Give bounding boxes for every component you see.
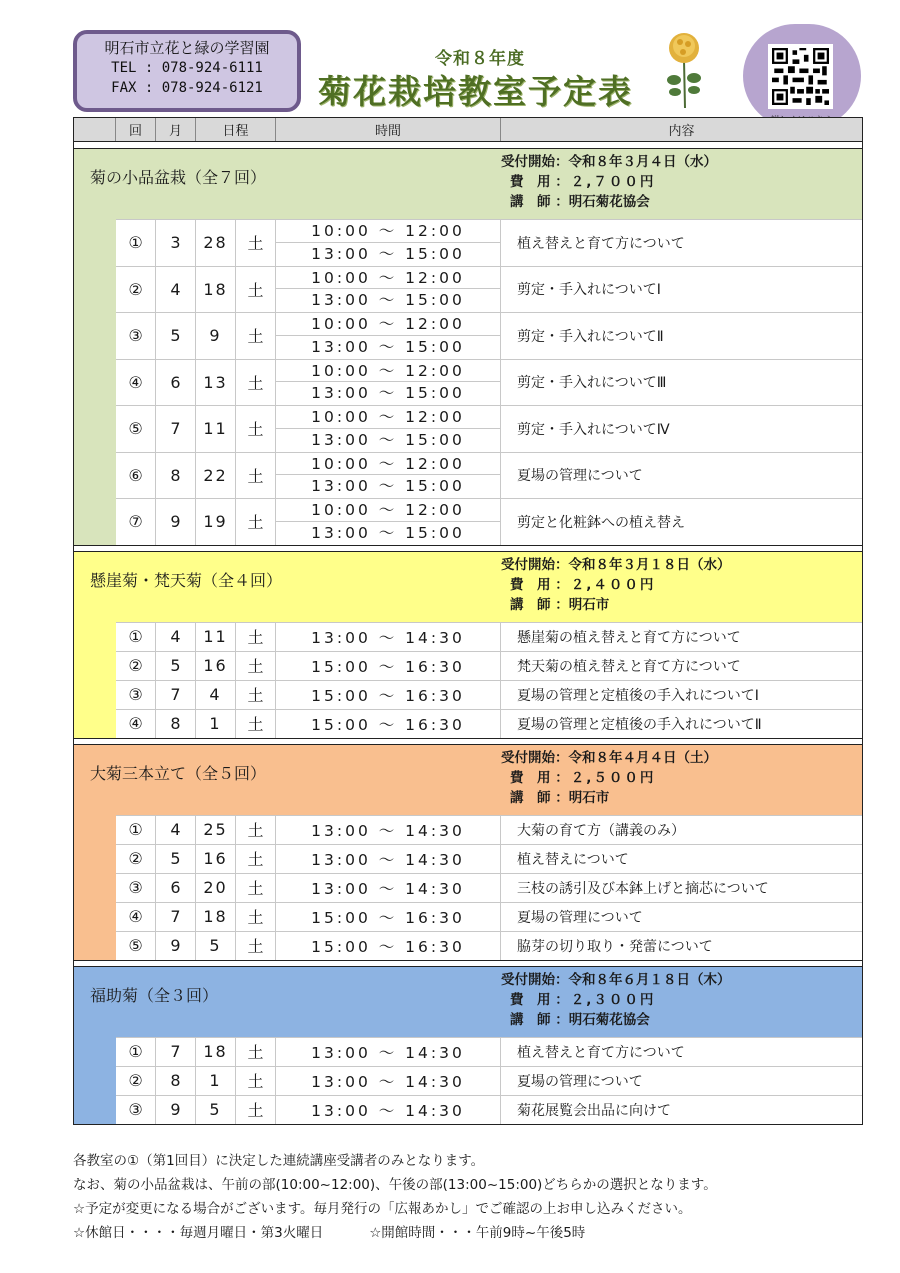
session-content: 夏場の管理について <box>517 909 643 926</box>
session-time: 13:00 ～ 14:30 <box>276 1096 501 1124</box>
table-row <box>116 1066 862 1095</box>
session-times <box>276 499 501 545</box>
header-content: 内容 <box>668 124 695 139</box>
note-line-4 <box>73 1221 717 1245</box>
time-am: 10:00 ～ 12:00 <box>276 453 500 476</box>
session-day: 1 <box>196 1067 236 1095</box>
time-pm: 13:00 ～ 15:00 <box>311 244 465 263</box>
session-rows <box>116 622 862 738</box>
session-content: 剪定・手入れについてⅢ <box>517 375 667 392</box>
session-times <box>276 267 501 313</box>
session-time: 15:00 ～ 16:30 <box>276 903 501 931</box>
session-day: 20 <box>196 874 236 902</box>
fee-label: 費 用 <box>510 769 551 786</box>
session-number: ③ <box>116 1096 156 1124</box>
fee-value: ：２,３００円 <box>555 991 656 1008</box>
session-number: ⑥ <box>116 453 156 499</box>
section-large-chrysanthemum <box>74 745 862 960</box>
session-number: ⑤ <box>116 932 156 960</box>
session-weekday: 土 <box>236 453 276 499</box>
table-row <box>116 622 862 651</box>
session-number: ② <box>116 652 156 680</box>
session-number: ① <box>116 1038 156 1066</box>
session-month: 8 <box>156 453 196 499</box>
header-session: 回 <box>116 118 156 141</box>
session-month: 7 <box>156 681 196 709</box>
section-title: 懸崖菊・梵天菊（全４回） <box>90 570 283 590</box>
section-title: 菊の小品盆栽（全７回） <box>90 168 267 187</box>
session-number: ③ <box>116 681 156 709</box>
session-month: 4 <box>156 816 196 844</box>
session-weekday: 土 <box>236 932 276 960</box>
session-month: 5 <box>156 652 196 680</box>
table-row <box>116 680 862 709</box>
session-month: 8 <box>156 1067 196 1095</box>
session-number: ② <box>116 267 156 313</box>
session-day: 18 <box>196 1038 236 1066</box>
session-time: 15:00 ～ 16:30 <box>276 652 501 680</box>
time-pm: 13:00 ～ 15:00 <box>311 291 465 310</box>
session-rows <box>116 219 862 545</box>
chrysanthemum-icon <box>664 30 704 110</box>
reception-label: 受付開始 <box>501 971 555 988</box>
header-month: 月 <box>156 118 196 141</box>
session-content: 植え替えと育て方について <box>517 235 685 252</box>
section-header <box>74 552 862 622</box>
fiscal-year: 令和８年度 <box>435 49 525 69</box>
closed-days: ☆休館日・・・・毎週月曜日・第3火曜日 <box>73 1225 324 1241</box>
session-weekday: 土 <box>236 845 276 873</box>
section-info <box>501 748 717 808</box>
session-weekday: 土 <box>236 1038 276 1066</box>
session-weekday: 土 <box>236 652 276 680</box>
instructor-label: 講 師 <box>510 194 551 210</box>
spacer <box>74 738 862 745</box>
session-number: ② <box>116 1067 156 1095</box>
session-weekday: 土 <box>236 220 276 266</box>
table-row <box>116 1037 862 1066</box>
session-weekday: 土 <box>236 1067 276 1095</box>
session-day: 25 <box>196 816 236 844</box>
org-name: 明石市立花と緑の学習園 <box>104 39 270 57</box>
session-time: 13:00 ～ 14:30 <box>276 623 501 651</box>
session-content: 夏場の管理について <box>517 468 643 485</box>
table-row <box>116 709 862 738</box>
session-time: 13:00 ～ 14:30 <box>276 1067 501 1095</box>
session-content: 夏場の管理と定植後の手入れについてⅠ <box>517 687 759 704</box>
session-time: 13:00 ～ 14:30 <box>276 816 501 844</box>
session-weekday: 土 <box>236 874 276 902</box>
session-times <box>276 406 501 452</box>
fee-value: ：２,４００円 <box>555 576 656 593</box>
session-number: ⑤ <box>116 406 156 452</box>
instructor-label: 講 師 <box>510 596 551 613</box>
session-day: 13 <box>196 360 236 406</box>
fee-label: 費 用 <box>510 991 551 1008</box>
session-number: ③ <box>116 874 156 902</box>
session-day: 4 <box>196 681 236 709</box>
section-info <box>501 970 731 1030</box>
section-header <box>74 967 862 1037</box>
session-times <box>276 220 501 266</box>
session-number: ② <box>116 845 156 873</box>
session-number: ① <box>116 816 156 844</box>
opening-hours: ☆開館時間・・・午前9時~午後5時 <box>369 1225 586 1241</box>
session-day: 1 <box>196 710 236 738</box>
table-row <box>116 266 862 313</box>
note-line-1: 各教室の①（第1回目）に決定した連続講座受講者のみとなります。 <box>73 1153 485 1169</box>
section-info <box>501 152 717 212</box>
session-number: ④ <box>116 710 156 738</box>
session-weekday: 土 <box>236 406 276 452</box>
session-number: ⑦ <box>116 499 156 545</box>
session-month: 7 <box>156 1038 196 1066</box>
instructor-value: ：明石市 <box>555 789 610 806</box>
section-title: 大菊三本立て（全５回） <box>90 763 267 783</box>
session-times <box>276 313 501 359</box>
session-day: 28 <box>196 220 236 266</box>
table-row <box>116 312 862 359</box>
session-time: 13:00 ～ 14:30 <box>276 845 501 873</box>
session-weekday: 土 <box>236 623 276 651</box>
session-number: ④ <box>116 903 156 931</box>
qr-code-icon <box>772 48 829 105</box>
time-pm: 13:00 ～ 15:00 <box>311 384 465 403</box>
session-day: 19 <box>196 499 236 545</box>
table-row <box>116 931 862 960</box>
instructor-label: 講 師 <box>510 789 551 806</box>
session-month: 9 <box>156 499 196 545</box>
spacer <box>74 960 862 967</box>
reception-label: 受付開始 <box>501 556 555 573</box>
section-cascade <box>74 552 862 738</box>
time-pm: 13:00 ～ 15:00 <box>311 337 465 356</box>
session-time: 15:00 ～ 16:30 <box>276 710 501 738</box>
instructor-label: 講 師 <box>510 1011 551 1028</box>
session-content: 懸崖菊の植え替えと育て方について <box>517 629 741 646</box>
header-time: 時間 <box>276 118 501 141</box>
section-header <box>74 149 862 219</box>
session-day: 5 <box>196 932 236 960</box>
session-day: 11 <box>196 406 236 452</box>
section-small-bonsai <box>74 149 862 545</box>
session-content: 夏場の管理について <box>517 1073 643 1090</box>
session-day: 18 <box>196 903 236 931</box>
session-number: ③ <box>116 313 156 359</box>
session-content: 剪定・手入れについてⅡ <box>517 328 664 345</box>
instructor-value: ：明石菊花協会 <box>555 194 650 210</box>
session-month: 7 <box>156 406 196 452</box>
session-month: 3 <box>156 220 196 266</box>
session-rows <box>116 815 862 960</box>
table-row <box>116 498 862 545</box>
session-month: 5 <box>156 313 196 359</box>
session-month: 5 <box>156 845 196 873</box>
instructor-value: ：明石菊花協会 <box>555 1011 650 1028</box>
session-month: 4 <box>156 623 196 651</box>
session-content: 剪定・手入れについてⅠ <box>517 282 661 299</box>
session-content: 大菊の育て方（講義のみ） <box>517 822 685 839</box>
session-month: 9 <box>156 932 196 960</box>
section-header <box>74 745 862 815</box>
table-row <box>116 405 862 452</box>
time-am: 10:00 ～ 12:00 <box>276 267 500 290</box>
session-number: ① <box>116 220 156 266</box>
time-pm: 13:00 ～ 15:00 <box>311 477 465 496</box>
session-content: 夏場の管理と定植後の手入れについてⅡ <box>517 716 762 733</box>
session-weekday: 土 <box>236 681 276 709</box>
fee-value: ：２,７００円 <box>555 174 656 190</box>
notes <box>73 1149 717 1245</box>
session-times <box>276 360 501 406</box>
table-row <box>116 873 862 902</box>
table-row <box>116 902 862 931</box>
reception-label: 受付開始 <box>501 154 555 170</box>
table-row <box>116 1095 862 1124</box>
session-day: 16 <box>196 652 236 680</box>
session-month: 7 <box>156 903 196 931</box>
instructor-value: ：明石市 <box>555 596 610 613</box>
table-row <box>116 452 862 499</box>
session-month: 6 <box>156 360 196 406</box>
session-day: 22 <box>196 453 236 499</box>
header-blank <box>74 118 116 141</box>
session-weekday: 土 <box>236 1096 276 1124</box>
session-content: 三枝の誘引及び本鉢上げと摘芯について <box>517 880 769 897</box>
session-weekday: 土 <box>236 816 276 844</box>
time-am: 10:00 ～ 12:00 <box>276 499 500 522</box>
session-weekday: 土 <box>236 499 276 545</box>
time-am: 10:00 ～ 12:00 <box>276 360 500 383</box>
reception-label: 受付開始 <box>501 749 555 766</box>
session-content: 植え替えと育て方について <box>517 1044 685 1061</box>
table-row <box>116 219 862 266</box>
session-number: ④ <box>116 360 156 406</box>
session-day: 5 <box>196 1096 236 1124</box>
session-content: 梵天菊の植え替えと育て方について <box>517 658 741 675</box>
session-day: 9 <box>196 313 236 359</box>
table-row <box>116 844 862 873</box>
time-am: 10:00 ～ 12:00 <box>276 220 500 243</box>
note-line-3: ☆予定が変更になる場合がございます。毎月発行の「広報あかし」でご確認の上お申し込みください。 <box>73 1201 692 1217</box>
tel-number: TEL : 078-924-6111 <box>111 60 263 76</box>
reception-date: ：令和８年６月１８日（木） <box>555 971 731 988</box>
contact-box <box>73 30 301 112</box>
session-month: 8 <box>156 710 196 738</box>
session-rows <box>116 1037 862 1124</box>
table-row <box>116 651 862 680</box>
spacer <box>74 142 862 149</box>
session-time: 13:00 ～ 14:30 <box>276 874 501 902</box>
session-time: 15:00 ～ 16:30 <box>276 681 501 709</box>
reception-date: ：令和８年４月４日（土） <box>555 749 717 766</box>
session-number: ① <box>116 623 156 651</box>
session-times <box>276 453 501 499</box>
schedule-table <box>73 117 863 1125</box>
session-weekday: 土 <box>236 710 276 738</box>
session-month: 4 <box>156 267 196 313</box>
header-schedule: 日程 <box>196 118 276 141</box>
section-info <box>501 555 731 615</box>
session-day: 16 <box>196 845 236 873</box>
session-content: 菊花展覧会出品に向けて <box>517 1102 671 1119</box>
table-row <box>116 359 862 406</box>
fax-number: FAX : 078-924-6121 <box>111 80 263 96</box>
session-weekday: 土 <box>236 267 276 313</box>
session-month: 9 <box>156 1096 196 1124</box>
qr-code[interactable] <box>768 44 833 109</box>
fee-label: 費 用 <box>510 174 551 190</box>
table-header <box>74 118 862 142</box>
time-am: 10:00 ～ 12:00 <box>276 313 500 336</box>
session-content: 植え替えについて <box>517 851 629 868</box>
page-title: 菊花栽培教室予定表 <box>318 72 633 111</box>
session-weekday: 土 <box>236 360 276 406</box>
session-time: 13:00 ～ 14:30 <box>276 1038 501 1066</box>
session-month: 6 <box>156 874 196 902</box>
time-am: 10:00 ～ 12:00 <box>276 406 500 429</box>
session-day: 11 <box>196 623 236 651</box>
section-fukusuke <box>74 967 862 1124</box>
note-line-2: なお、菊の小品盆栽は、午前の部(10:00~12:00)、午後の部(13:00~15:00)どちらかの選択となります。 <box>73 1177 717 1193</box>
session-content: 剪定と化粧鉢への植え替え <box>517 514 685 531</box>
session-content: 剪定・手入れについてⅣ <box>517 421 670 438</box>
spacer <box>74 545 862 552</box>
reception-date: ：令和８年３月４日（水） <box>555 154 717 170</box>
reception-date: ：令和８年３月１８日（水） <box>555 556 731 573</box>
session-day: 18 <box>196 267 236 313</box>
time-pm: 13:00 ～ 15:00 <box>311 430 465 449</box>
session-content: 脇芽の切り取り・発蕾について <box>517 938 713 955</box>
session-time: 15:00 ～ 16:30 <box>276 932 501 960</box>
time-pm: 13:00 ～ 15:00 <box>311 523 465 542</box>
fee-value: ：２,５００円 <box>555 769 656 786</box>
session-weekday: 土 <box>236 313 276 359</box>
fee-label: 費 用 <box>510 576 551 593</box>
section-title: 福助菊（全３回） <box>90 985 219 1005</box>
session-weekday: 土 <box>236 903 276 931</box>
table-row <box>116 815 862 844</box>
